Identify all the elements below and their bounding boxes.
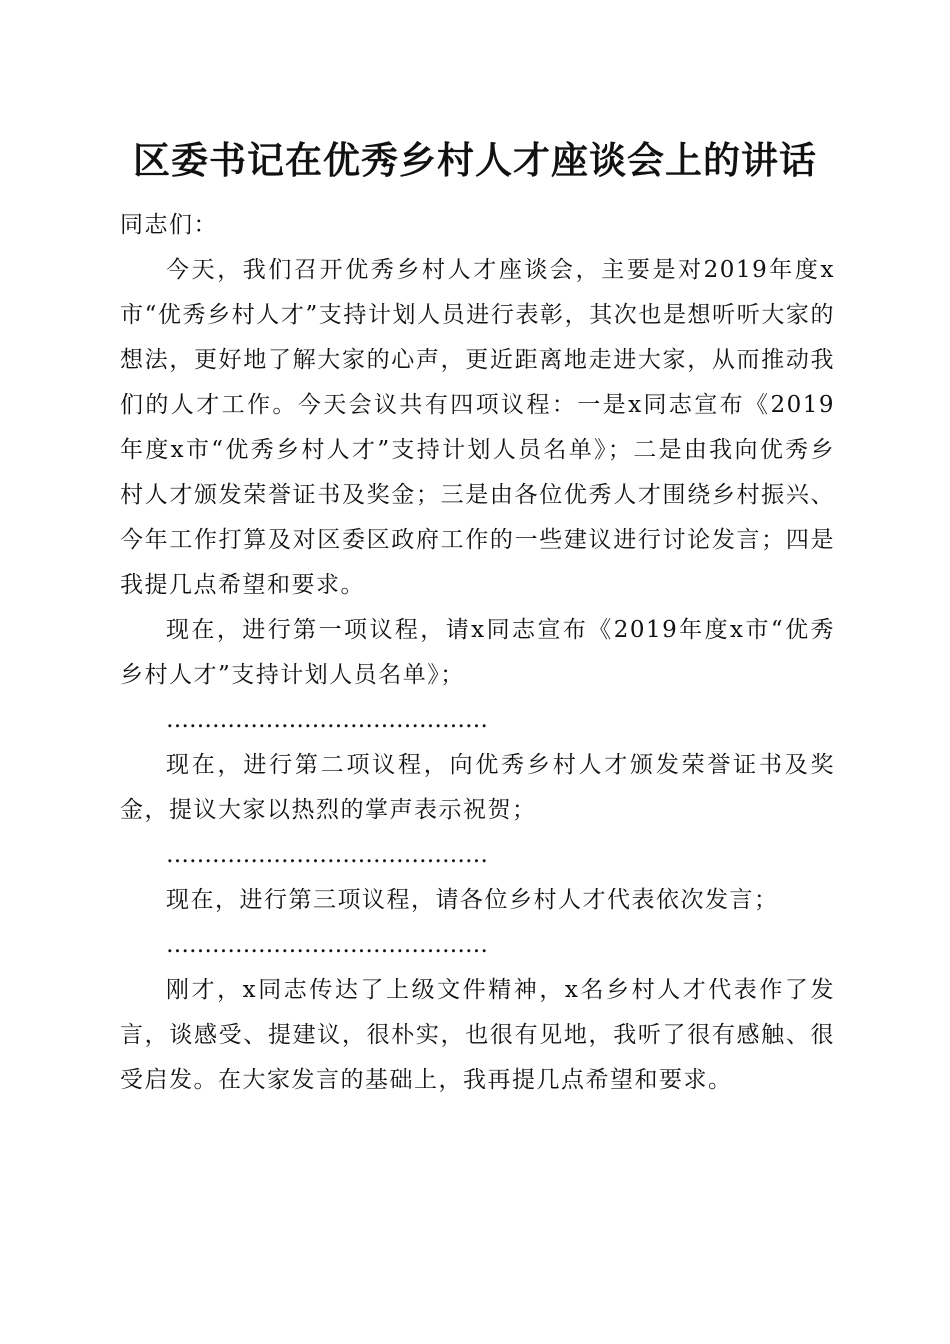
paragraph-agenda-one: 现在，进行第一项议程，请x同志宣布《2019年度x市“优秀乡村人才”支持计划人员名单》； — [120, 617, 835, 688]
paragraph-agenda-three: 现在，进行第三项议程，请各位乡村人才代表依次发言； — [166, 887, 779, 913]
document-body — [120, 203, 835, 1103]
ellipsis-divider: …………………………………… — [166, 842, 488, 868]
paragraph-intro: 今天，我们召开优秀乡村人才座谈会，主要是对2019年度x市“优秀乡村人才”支持计划人员进行表彰，其次也是想听听大家的想法，更好地了解大家的心声，更近距离地走进大家，从而推动我们的人才工作。今天会议共有四项议程：一是x同志宣布《2019年度x市“优秀乡村人才”支持计划人员名单》；二是由我向优秀乡村人才颁发荣誉证书及奖金；三是由各位优秀人才围绕乡村振兴、今年工作打算及对区委区政府工作的一些建议进行讨论发言；四是我提几点希望和要求。 — [120, 257, 835, 598]
paragraph-closing: 刚才，x同志传达了上级文件精神，x名乡村人才代表作了发言，谈感受、提建议，很朴实，也很有见地，我听了很有感触、很受启发。在大家发言的基础上，我再提几点希望和要求。 — [120, 977, 835, 1093]
paragraph-agenda-two: 现在，进行第二项议程，向优秀乡村人才颁发荣誉证书及奖金，提议大家以热烈的掌声表示祝贺； — [120, 752, 835, 823]
ellipsis-divider: …………………………………… — [166, 707, 488, 733]
ellipsis-divider: …………………………………… — [166, 932, 488, 958]
document-title: 区委书记在优秀乡村人才座谈会上的讲话 — [133, 138, 817, 182]
salutation: 同志们： — [120, 212, 218, 238]
